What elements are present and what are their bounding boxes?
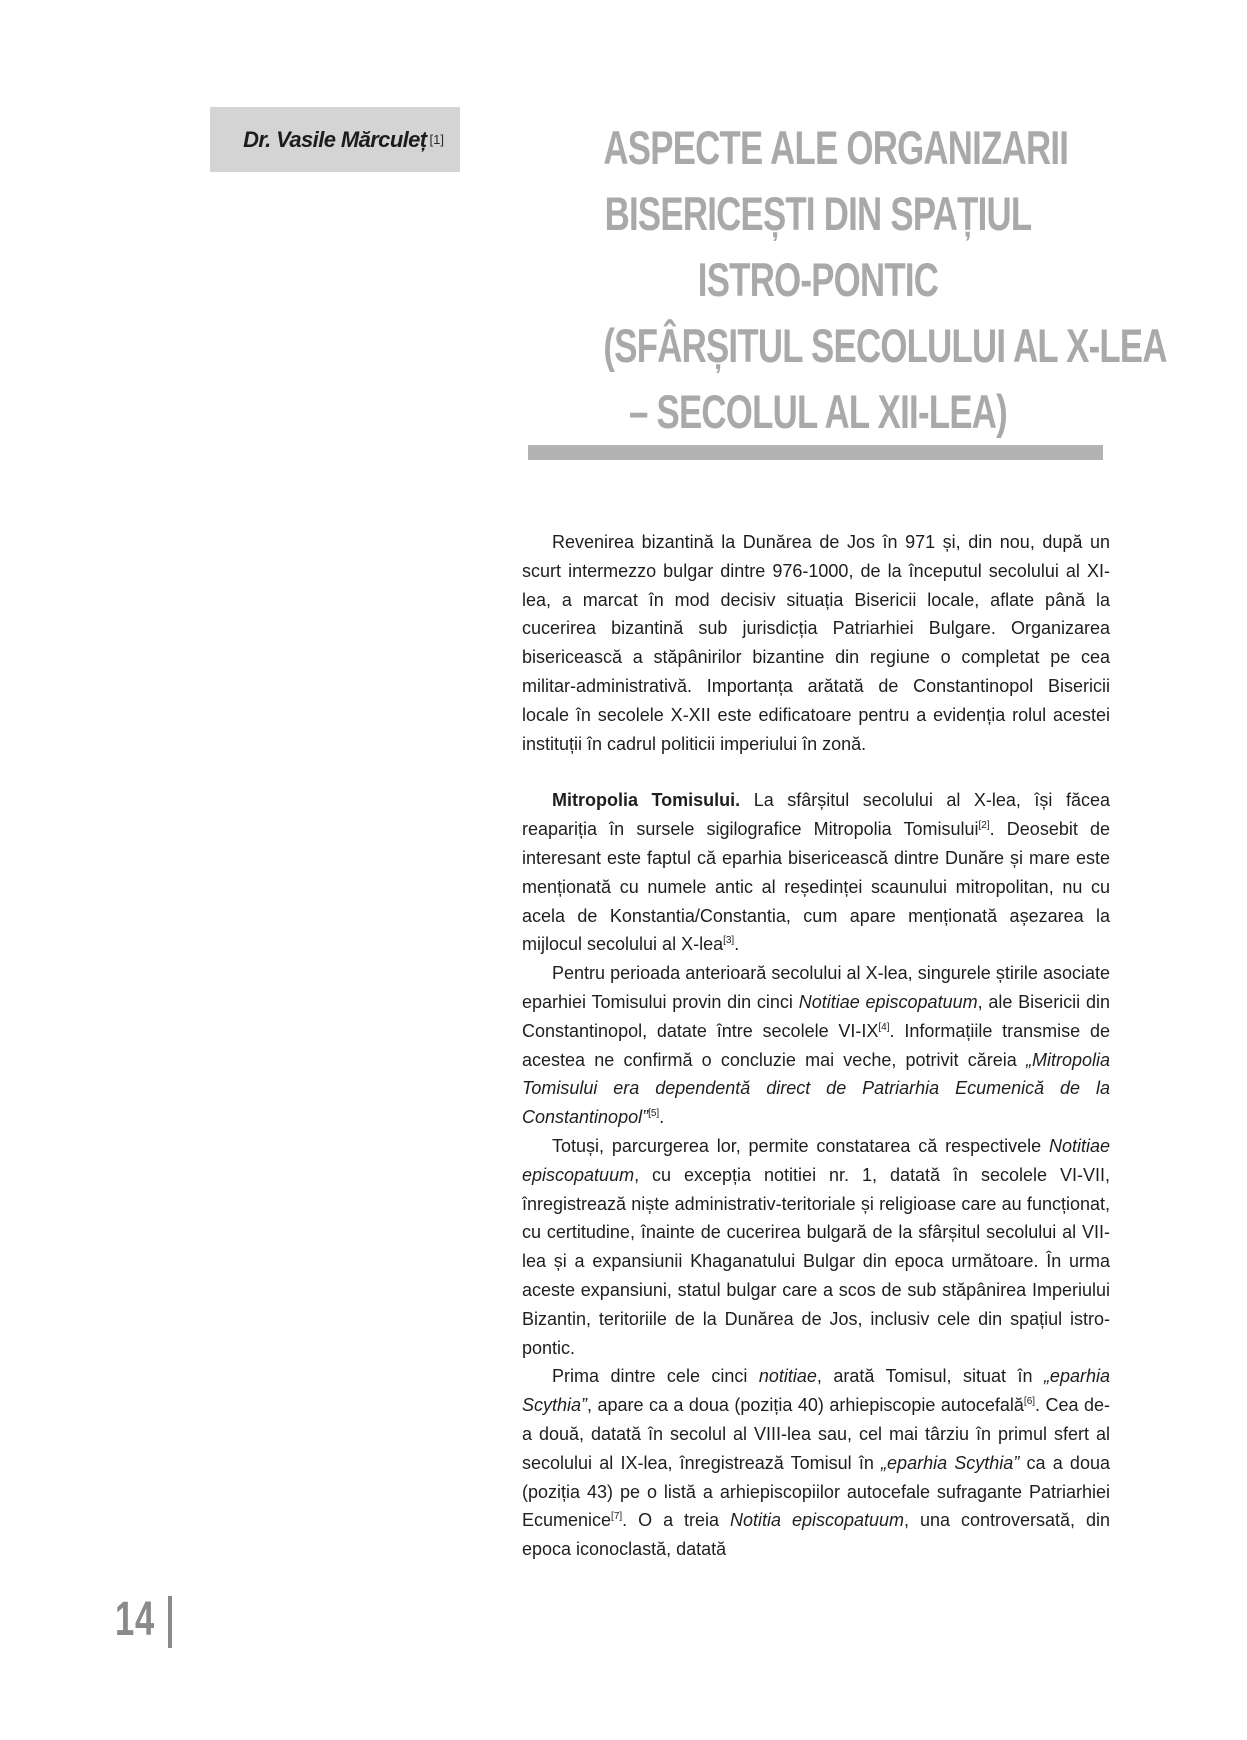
paragraph-prima: Prima dintre cele cinci notitiae, arată Tomisul, situat în „eparhia Scythia”, apare ca a doua (poziția 40) arhiepiscopie autocefală[6]. Cea de-a două, datată în secolul al VIII-lea sau, cel mai târziu în primul sfert al secolului al IX-lea, înregistrează Tomisul în „eparhia Scythia” ca a doua (poziția 43) pe o listă a arhiepiscopiilor autocefale sufragante Patriarhiei Ecumenice[7]. O a treia Notitia episcopatuum, una controversată, din epoca iconoclastă, datată	[522, 1366, 1110, 1560]
footnote-ref[interactable]: [4]	[878, 1021, 890, 1033]
title-line-2: BISERICEȘTI DIN SPAȚIUL	[604, 187, 1032, 240]
article-title	[528, 115, 1167, 445]
section-lead: Mitropolia Tomisului.	[552, 790, 741, 811]
author-name: Dr. Vasile Mărculeț	[243, 126, 427, 152]
paragraph-mitropolia: Mitropolia Tomisului. La sfârșitul secolului al X-lea, își făcea reapariția în sursele sigilografice Mitropolia Tomisului[2]. Deosebit de interesant este faptul că eparhia bisericească dintre Dunăre și mare este menționată cu numele antic al reședinței scaunului mitropolitan, nu cu acela de Konstantia/Constantia, cum apare menționată așezarea la mijlocul secolului al X-lea[3].	[522, 790, 1110, 955]
footnote-ref[interactable]: [3]	[723, 935, 735, 947]
footnote-ref[interactable]: [2]	[978, 820, 990, 832]
article-body	[522, 528, 1110, 1564]
title-divider	[528, 445, 1103, 460]
page-number-divider	[168, 1596, 172, 1648]
paragraph-notitiae: Pentru perioada anterioară secolului al X-lea, singurele știrile asociate eparhiei Tomisului provin din cinci Notitiae episcopatuum, ale Bisericii din Constantinopol, datate între secolele VI-IX[4]. Informațiile transmise de acestea ne confirmă o concluzie mai veche, potrivit căreia „Mitropolia Tomisului era dependentă direct de Patriarhia Ecumenică de la Constantinopol”[5].	[522, 963, 1111, 1128]
footnote-ref[interactable]: [6]	[1023, 1396, 1036, 1408]
title-line-5: – SECOLUL AL XII-LEA)	[628, 385, 1008, 438]
footnote-ref[interactable]: [5]	[648, 1108, 660, 1120]
author-box	[210, 107, 460, 172]
title-line-4: (SFÂRȘITUL SECOLULUI AL X-LEA	[603, 319, 1167, 372]
title-line-1: ASPECTE ALE ORGANIZARII	[603, 121, 1069, 174]
paragraph-intro: Revenirea bizantină la Dunărea de Jos în 971 și, din nou, după un scurt intermezzo bulgar dintre 976-1000, de la începutul secolului al XI-lea, a marcat în mod decisiv situația Bisericii locale, aflate până la cucerirea bizantină sub jurisdicția Patriarhiei Bulgare. Organizarea bisericească a stăpânirilor bizantine din regiune o completat pe cea militar-administrativă. Importanța arătată de Constantinopol Bisericii locale în secolele X-XII este edificatoare pentru a evidenția rolul acestei instituții în cadrul politicii imperiului în zonă.	[522, 532, 1110, 754]
title-line-3: ISTRO-PONTIC	[697, 253, 939, 306]
page-number: 14	[115, 1593, 155, 1646]
paragraph-totusi: Totuși, parcurgerea lor, permite constatarea că respectivele Notitiae episcopatuum, cu excepția notitiei nr. 1, datată în secolele VI-VII, înregistrează niște administrativ-teritoriale și religioase care au funcționat, cu certitudine, înainte de cucerirea bulgară de la sfârșitul secolului al VII-lea și a expansiunii Khaganatului Bulgar din epoca următoare. În urma aceste expansiuni, statul bulgar care a scos de sub stăpânirea Imperiului Bizantin, teritoriile de la Dunărea de Jos, inclusiv cele din spațiul istro-pontic.	[522, 1135, 1110, 1358]
footnote-ref[interactable]: [7]	[611, 1511, 623, 1523]
author-footnote-ref: [1]	[429, 132, 444, 147]
